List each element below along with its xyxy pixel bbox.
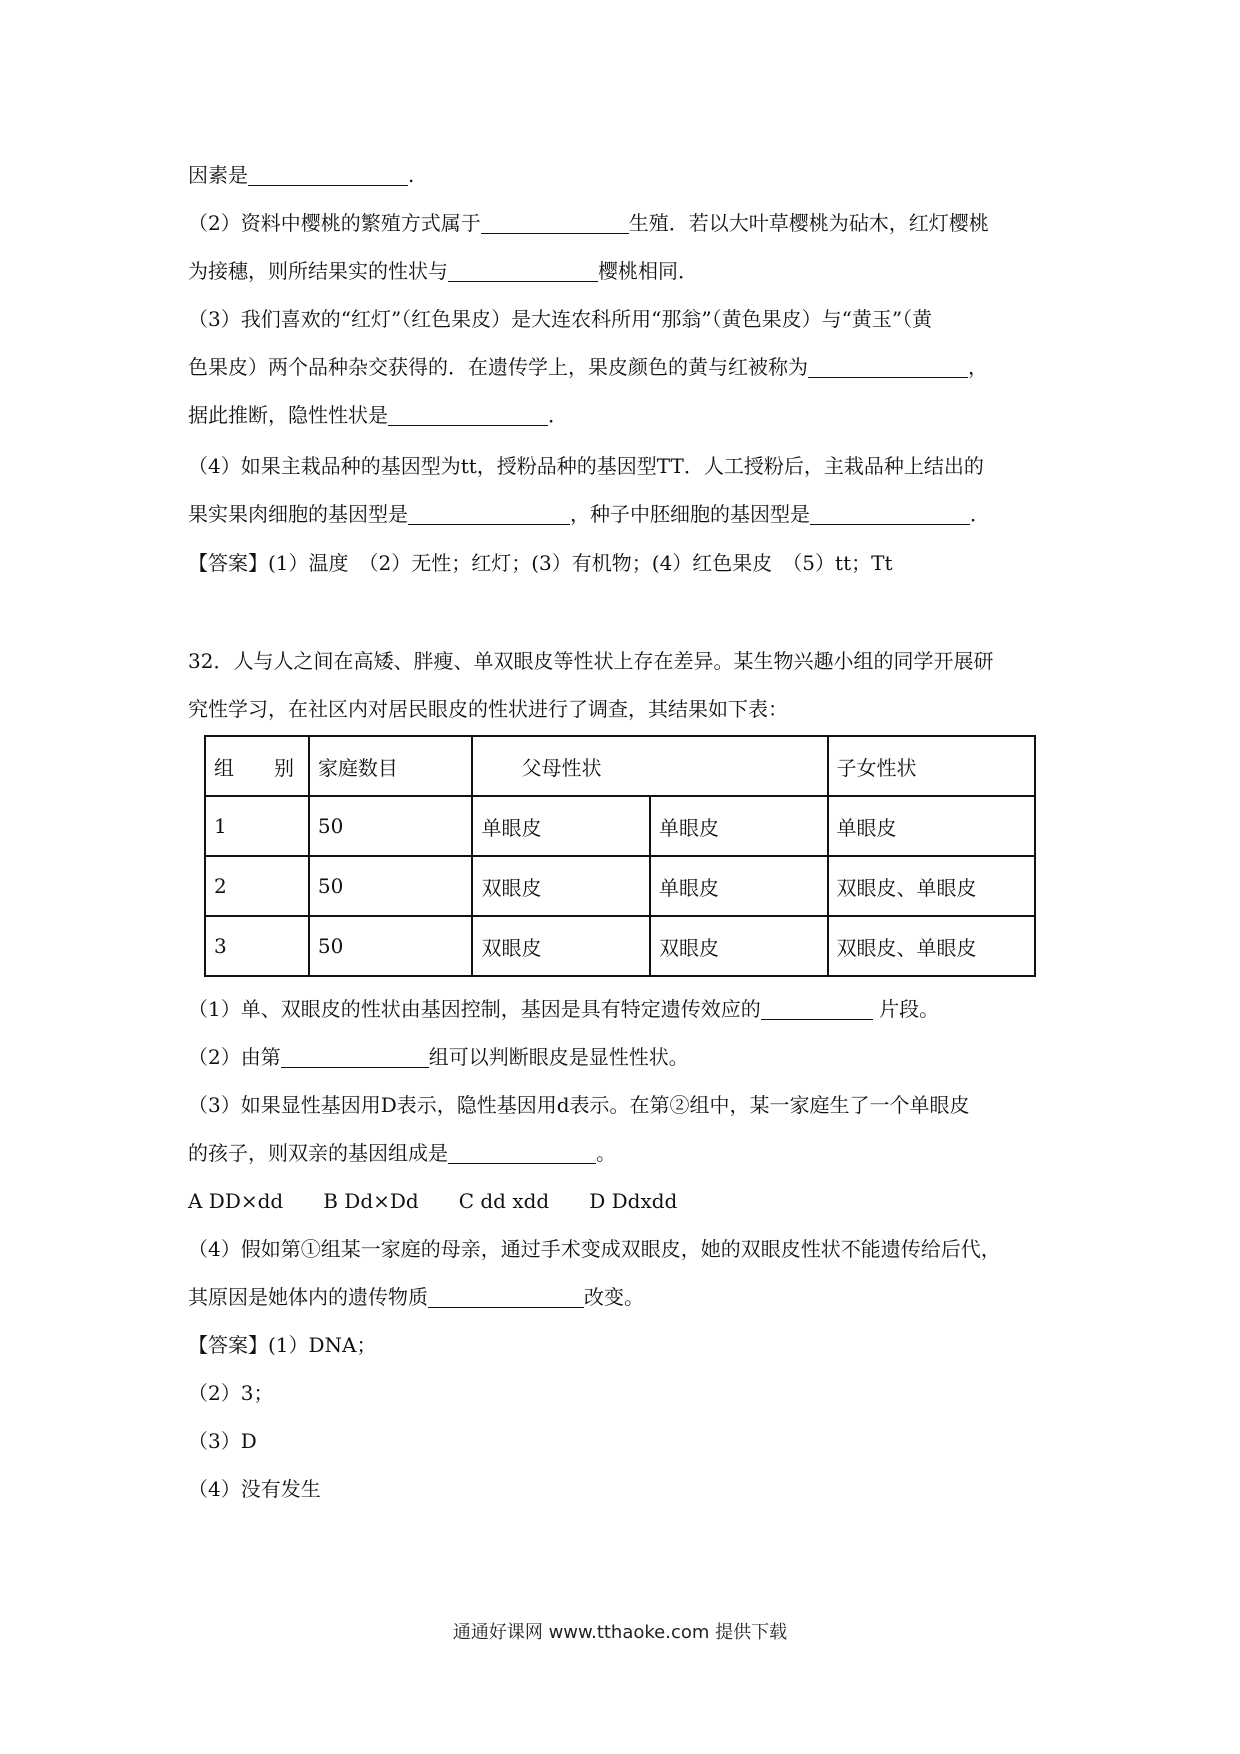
table-cell: 50 (309, 856, 473, 916)
q32-part3-line2 (188, 1139, 616, 1167)
prev-q-part4-line1 (188, 452, 984, 480)
table-cell: 1 (205, 796, 309, 856)
prev-q-text: 果实果肉细胞的基因型是 (188, 502, 408, 526)
prev-q-text: （3）我们喜欢的“红灯”（红色果皮）是大连农科所用“那翁”（黄色果皮）与“黄玉”（黄 (188, 307, 933, 331)
answer-blank (281, 1047, 429, 1068)
punct: . (408, 163, 415, 187)
q32-stem-line1: 32．人与人之间在高矮、胖瘦、单双眼皮等性状上存在差异。某生物兴趣小组的同学开展研 (188, 649, 994, 673)
q-text: 片段。 (879, 997, 940, 1021)
punct: ． (548, 403, 568, 427)
q32-options: A DD×dd B Dd×Dd C dd xdd D Ddxdd (188, 1189, 678, 1213)
prev-q-text: （4）如果主栽品种的基因型为tt，授粉品种的基因型TT．人工授粉后，主栽品种上结出的 (188, 454, 984, 478)
table-cell: 3 (205, 916, 309, 976)
prev-q-line1 (188, 161, 414, 189)
table-cell: 双眼皮 (472, 916, 650, 976)
prev-q-text: 色果皮）两个品种杂交获得的．在遗传学上，果皮颜色的黄与红被称为 (188, 355, 808, 379)
q32-part4-line2 (188, 1283, 644, 1311)
q32-part1 (188, 995, 939, 1023)
table-row (205, 856, 1035, 916)
prev-q-text: （2）资料中樱桃的繁殖方式属于 (188, 211, 481, 235)
prev-q-part2-line2 (188, 257, 698, 285)
answer-blank (761, 999, 873, 1020)
prev-q-part3-line3 (188, 401, 568, 429)
header-group: 组 别 (205, 736, 309, 796)
prev-q-text: 因素是 (188, 163, 248, 187)
q-text: 改变。 (584, 1285, 644, 1309)
table-cell: 双眼皮 (650, 916, 828, 976)
prev-q-part3-line1 (188, 305, 932, 333)
q32-stem-line2: 究性学习，在社区内对居民眼皮的性状进行了调查，其结果如下表： (188, 697, 788, 721)
q32-answer-1: 【答案】(1）DNA； (188, 1333, 377, 1357)
q-text: 组可以判断眼皮是显性性状。 (428, 1045, 689, 1069)
q32-part3-line1: （3）如果显性基因用D表示，隐性基因用d表示。在第②组中，某一家庭生了一个单眼皮 (188, 1093, 970, 1117)
prev-q-part4-line2 (188, 500, 990, 528)
answer-blank (448, 1143, 596, 1164)
prev-q-answer: 【答案】(1）温度 （2）无性；红灯；(3）有机物；(4）红色果皮 （5）tt；Tt (188, 551, 893, 575)
q32-part4-line1: （4）假如第①组某一家庭的母亲，通过手术变成双眼皮，她的双眼皮性状不能遗传给后代， (188, 1237, 1001, 1261)
q-text: 其原因是她体内的遗传物质 (188, 1285, 428, 1309)
table-header-row (205, 736, 1035, 796)
table-cell: 单眼皮 (650, 796, 828, 856)
table-row (205, 916, 1035, 976)
answer-blank (810, 504, 970, 525)
punct: ， (968, 355, 988, 379)
prev-q-text: 樱桃相同． (598, 259, 698, 283)
prev-q-text: ，种子中胚细胞的基因型是 (570, 502, 810, 526)
q32-answer-2: （2）3； (188, 1381, 274, 1405)
punct: 。 (596, 1141, 616, 1165)
table-cell: 双眼皮、单眼皮 (828, 916, 1035, 976)
table-cell: 50 (309, 916, 473, 976)
answer-blank (248, 165, 408, 186)
table-cell: 50 (309, 796, 473, 856)
answer-blank (388, 405, 548, 426)
survey-table (204, 735, 1036, 977)
table-cell: 双眼皮 (472, 856, 650, 916)
answer-blank (428, 1287, 584, 1308)
answer-blank (481, 213, 629, 234)
table-cell: 单眼皮 (472, 796, 650, 856)
table-row (205, 796, 1035, 856)
prev-q-text: 为接穗，则所结果实的性状与 (188, 259, 448, 283)
q-text: 的孩子，则双亲的基因组成是 (188, 1141, 448, 1165)
q32-answer-3: （3）D (188, 1429, 257, 1453)
q32-part2 (188, 1043, 689, 1071)
table-cell: 单眼皮 (650, 856, 828, 916)
prev-q-text: 生殖．若以大叶草樱桃为砧木，红灯樱桃 (628, 211, 989, 235)
prev-q-text: 据此推断，隐性性状是 (188, 403, 388, 427)
answer-blank (408, 504, 570, 525)
table-cell: 2 (205, 856, 309, 916)
answer-blank (448, 261, 598, 282)
header-child-trait: 子女性状 (828, 736, 1035, 796)
header-family-count: 家庭数目 (309, 736, 473, 796)
table-cell: 双眼皮、单眼皮 (828, 856, 1035, 916)
q-text: （1）单、双眼皮的性状由基因控制，基因是具有特定遗传效应的 (188, 997, 761, 1021)
q-text: （2）由第 (188, 1045, 281, 1069)
prev-q-part2-line1 (188, 209, 989, 237)
q32-answer-4: （4）没有发生 (188, 1477, 321, 1501)
answer-blank (808, 357, 968, 378)
punct: ． (970, 502, 990, 526)
header-parent-trait: 父母性状 (472, 736, 827, 796)
prev-q-part3-line2 (188, 353, 988, 381)
page-footer: 通通好课网 www.tthaoke.com 提供下载 (452, 1622, 788, 1643)
table-cell: 单眼皮 (828, 796, 1035, 856)
